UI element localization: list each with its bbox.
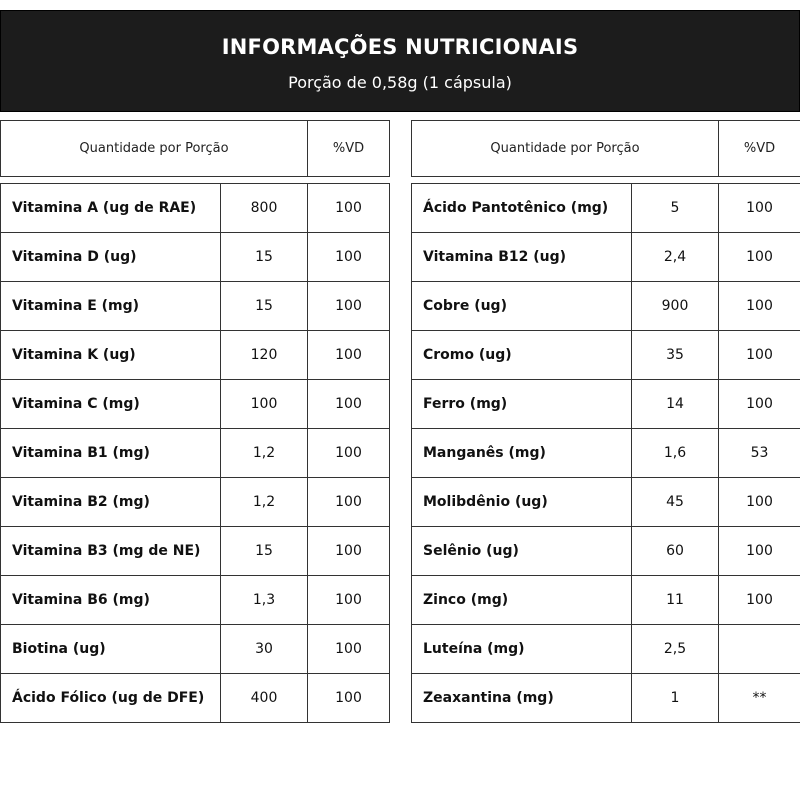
left-table-header <box>0 120 390 177</box>
nutrient-amount: 1,2 <box>221 429 308 478</box>
table-row <box>412 576 800 625</box>
nutrient-amount: 15 <box>221 527 308 576</box>
nutrient-daily-value: 100 <box>308 625 390 674</box>
nutrient-name: Vitamina C (mg) <box>1 380 221 429</box>
right-nutrient-table <box>411 183 800 723</box>
nutrition-header <box>0 10 800 112</box>
nutrient-daily-value: 100 <box>719 380 800 429</box>
nutrient-daily-value: 100 <box>308 576 390 625</box>
nutrient-daily-value: 53 <box>719 429 800 478</box>
nutrient-name: Vitamina B6 (mg) <box>1 576 221 625</box>
nutrient-daily-value: 100 <box>308 527 390 576</box>
nutrient-name: Zinco (mg) <box>412 576 632 625</box>
nutrient-name: Vitamina K (ug) <box>1 331 221 380</box>
table-row <box>412 233 800 282</box>
nutrient-amount: 35 <box>632 331 719 380</box>
nutrient-name: Molibdênio (ug) <box>412 478 632 527</box>
nutrient-daily-value: 100 <box>308 282 390 331</box>
table-row <box>412 674 800 723</box>
table-row <box>1 527 390 576</box>
table-row <box>1 282 390 331</box>
table-row <box>1 233 390 282</box>
nutrient-amount: 120 <box>221 331 308 380</box>
table-row <box>412 625 800 674</box>
nutrient-amount: 1 <box>632 674 719 723</box>
nutrient-name: Vitamina E (mg) <box>1 282 221 331</box>
nutrient-name: Zeaxantina (mg) <box>412 674 632 723</box>
nutrient-name: Vitamina A (ug de RAE) <box>1 184 221 233</box>
nutrient-amount: 11 <box>632 576 719 625</box>
nutrient-name: Ácido Pantotênico (mg) <box>412 184 632 233</box>
nutrient-daily-value: 100 <box>308 674 390 723</box>
nutrient-daily-value: 100 <box>308 478 390 527</box>
right-table-header <box>411 120 800 177</box>
table-row <box>1 478 390 527</box>
table-row <box>1 429 390 478</box>
table-row <box>412 331 800 380</box>
nutrient-name: Vitamina B1 (mg) <box>1 429 221 478</box>
nutrient-amount: 2,4 <box>632 233 719 282</box>
nutrient-name: Ácido Fólico (ug de DFE) <box>1 674 221 723</box>
vd-column-header: %VD <box>719 121 800 177</box>
nutrient-amount: 60 <box>632 527 719 576</box>
nutrient-amount: 5 <box>632 184 719 233</box>
nutrient-amount: 1,6 <box>632 429 719 478</box>
nutrient-name: Vitamina D (ug) <box>1 233 221 282</box>
table-row <box>1 674 390 723</box>
quantity-column-header: Quantidade por Porção <box>412 121 719 177</box>
nutrient-amount: 1,3 <box>221 576 308 625</box>
nutrient-amount: 30 <box>221 625 308 674</box>
vd-column-header: %VD <box>308 121 390 177</box>
table-row <box>412 429 800 478</box>
nutrient-amount: 1,2 <box>221 478 308 527</box>
nutrient-name: Cobre (ug) <box>412 282 632 331</box>
nutrient-amount: 15 <box>221 233 308 282</box>
nutrient-name: Ferro (mg) <box>412 380 632 429</box>
nutrient-amount: 2,5 <box>632 625 719 674</box>
page-title: INFORMAÇÕES NUTRICIONAIS <box>221 35 579 59</box>
nutrient-name: Vitamina B2 (mg) <box>1 478 221 527</box>
table-row <box>1 576 390 625</box>
table-row <box>412 380 800 429</box>
table-row <box>412 184 800 233</box>
nutrient-amount: 14 <box>632 380 719 429</box>
nutrient-name: Biotina (ug) <box>1 625 221 674</box>
nutrient-name: Vitamina B12 (ug) <box>412 233 632 282</box>
nutrient-daily-value: 100 <box>308 429 390 478</box>
nutrient-daily-value: 100 <box>719 331 800 380</box>
nutrient-amount: 800 <box>221 184 308 233</box>
nutrient-daily-value: 100 <box>719 282 800 331</box>
nutrient-amount: 900 <box>632 282 719 331</box>
nutrient-daily-value <box>719 625 800 674</box>
left-nutrient-table <box>0 183 390 723</box>
table-row <box>412 282 800 331</box>
table-row <box>1 625 390 674</box>
nutrient-name: Vitamina B3 (mg de NE) <box>1 527 221 576</box>
nutrient-daily-value: 100 <box>719 576 800 625</box>
nutrient-daily-value: 100 <box>719 527 800 576</box>
nutrient-daily-value: 100 <box>308 233 390 282</box>
nutrient-daily-value: 100 <box>308 380 390 429</box>
quantity-column-header: Quantidade por Porção <box>1 121 308 177</box>
table-row <box>1 331 390 380</box>
nutrient-name: Selênio (ug) <box>412 527 632 576</box>
nutrient-name: Cromo (ug) <box>412 331 632 380</box>
nutrient-daily-value: 100 <box>719 233 800 282</box>
table-row <box>1 184 390 233</box>
table-row <box>412 478 800 527</box>
table-row <box>1 380 390 429</box>
nutrient-name: Luteína (mg) <box>412 625 632 674</box>
nutrient-amount: 45 <box>632 478 719 527</box>
serving-size: Porção de 0,58g (1 cápsula) <box>288 73 512 92</box>
nutrient-daily-value: 100 <box>308 184 390 233</box>
nutrient-name: Manganês (mg) <box>412 429 632 478</box>
nutrient-daily-value: 100 <box>719 184 800 233</box>
nutrient-daily-value: ** <box>719 674 800 723</box>
nutrient-amount: 400 <box>221 674 308 723</box>
nutrient-daily-value: 100 <box>308 331 390 380</box>
table-row <box>412 527 800 576</box>
nutrient-amount: 100 <box>221 380 308 429</box>
nutrient-daily-value: 100 <box>719 478 800 527</box>
nutrient-amount: 15 <box>221 282 308 331</box>
